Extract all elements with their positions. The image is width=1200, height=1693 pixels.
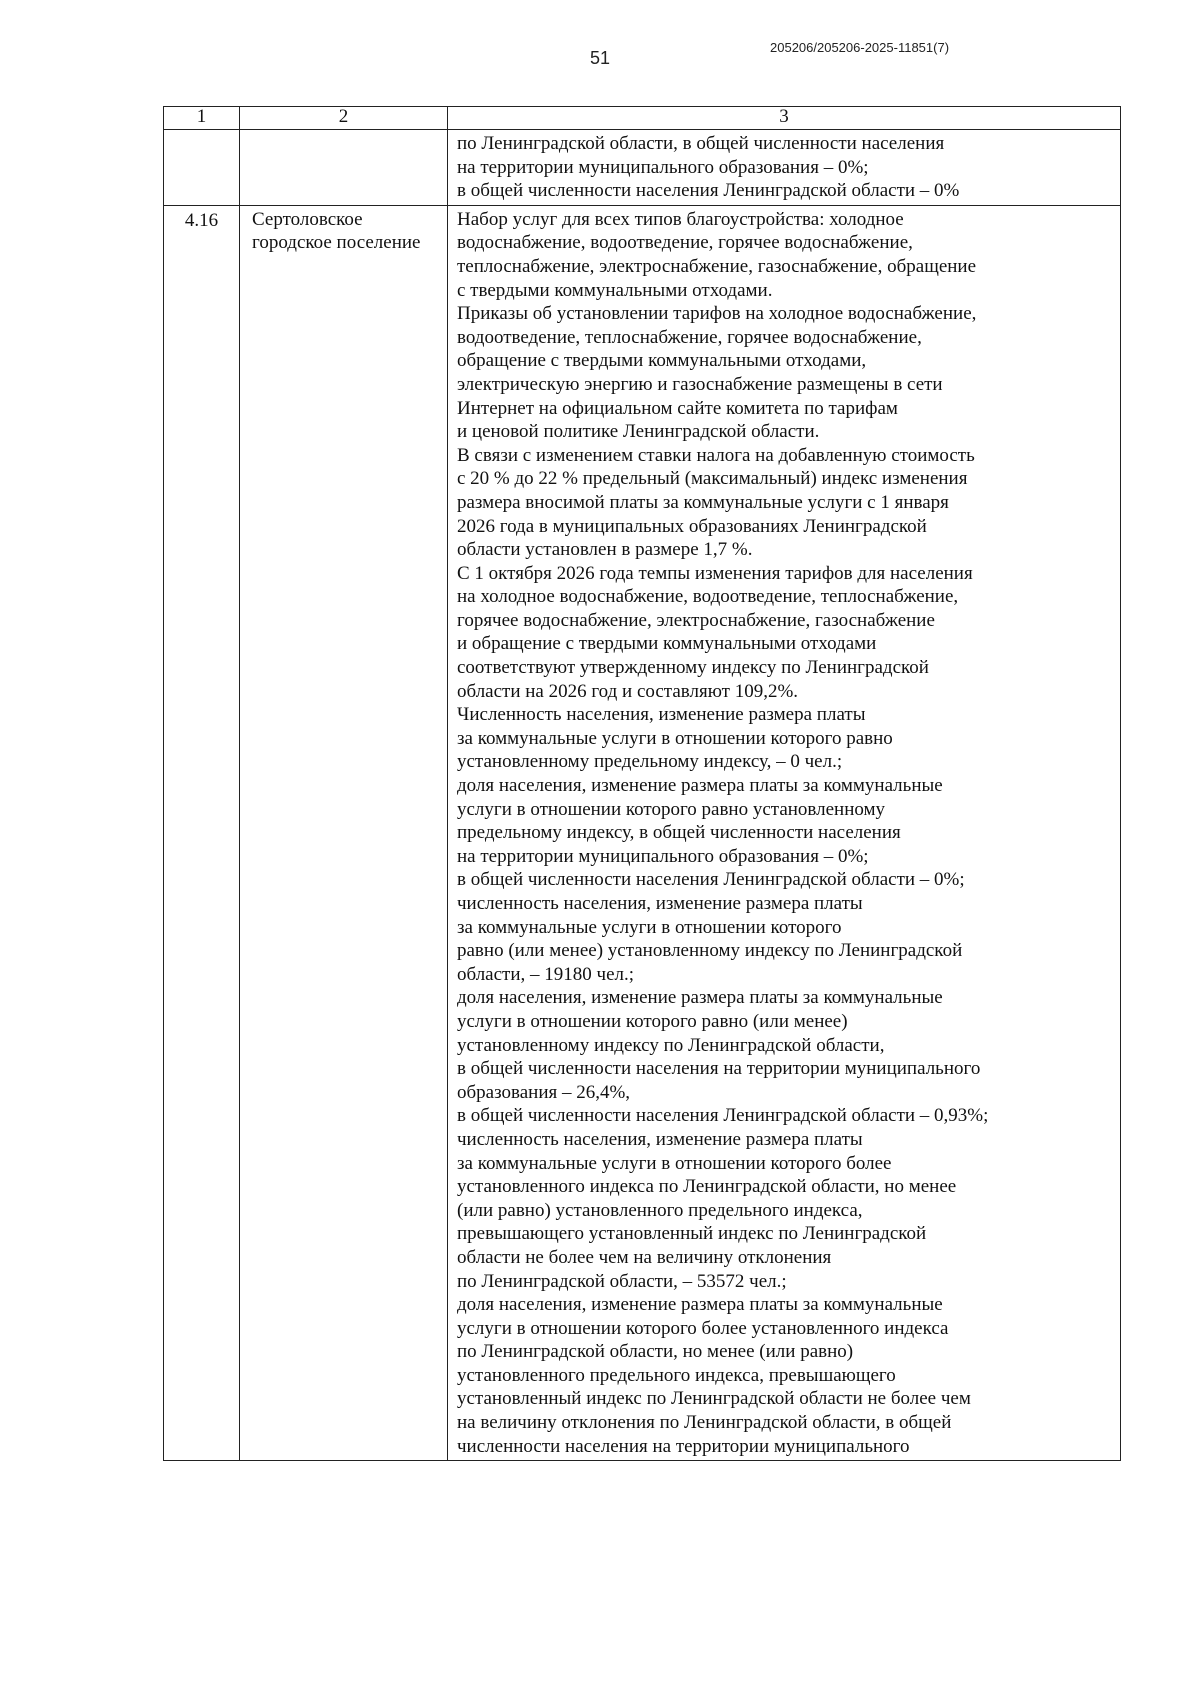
text-line: доля населения, изменение размера платы за коммунальные [457,775,943,797]
text-line: с 20 % до 22 % предельный (максимальный) индекс изменения [457,468,968,490]
text-line: области установлен в размере 1,7 %. [457,539,753,561]
text-line: области на 2026 год и составляют 109,2%. [457,680,799,702]
text-line: области, – 19180 чел.; [457,963,635,985]
text-line: за коммунальные услуги в отношении которого [457,916,842,938]
text-line: услуги в отношении которого равно установленному [457,798,886,820]
text-line: соответствуют утвержденному индексу по Ленинградской [457,657,929,679]
tariff-table [163,106,1121,1461]
text-line: на территории муниципального образования – 0%; [457,845,869,867]
text-line: доля населения, изменение размера платы за коммунальные [457,1294,943,1316]
text-line: обращение с твердыми коммунальными отходами, [457,350,867,372]
text-line: предельному индексу, в общей численности населения [457,822,901,844]
text-line: на территории муниципального образования – 0%; [457,156,869,178]
text-line: теплоснабжение, электроснабжение, газоснабжение, обращение [457,255,977,277]
text-line: по Ленинградской области, в общей численности населения [457,133,945,154]
text-line: В связи с изменением ставки налога на добавленную стоимость [457,444,975,466]
text-line: в общей численности населения на территории муниципального [457,1058,981,1080]
text-line: области не более чем на величину отклонения [457,1246,832,1268]
text-line: в общей численности населения Ленинградской области – 0,93%; [457,1105,989,1127]
column-header-2: 2 [240,107,448,130]
text-line: установленного предельного индекса, превышающего [457,1364,896,1386]
column-header-3: 3 [448,107,1121,130]
text-line: доля населения, изменение размера платы за коммунальные [457,987,943,1009]
continuation-text-cell [448,130,1121,206]
text-line: установленному предельному индексу, – 0 чел.; [457,751,843,773]
name-line: городское поселение [252,232,421,254]
text-line: Интернет на официальном сайте комитета по тарифам [457,397,898,419]
text-line: Приказы об установлении тарифов на холодное водоснабжение, [457,303,977,325]
name-line: Сертоловское [252,208,363,230]
text-line: с твердыми коммунальными отходами. [457,279,773,301]
text-line: водоотведение, теплоснабжение, горячее водоснабжение, [457,326,922,348]
text-line: услуги в отношении которого равно (или менее) [457,1010,848,1032]
text-line: образования – 26,4%, [457,1081,631,1103]
continuation-name-cell [240,130,448,206]
text-line: установленного индекса по Ленинградской области, но менее [457,1176,957,1198]
text-line: электрическую энергию и газоснабжение размещены в сети [457,373,943,395]
text-line: С 1 октября 2026 года темпы изменения тарифов для населения [457,562,973,584]
continuation-row [164,130,1121,206]
text-line: на величину отклонения по Ленинградской области, в общей [457,1412,952,1434]
text-line: и обращение с твердыми коммунальными отходами [457,633,877,655]
text-line: Набор услуг для всех типов благоустройства: холодное [457,208,904,230]
text-line: 2026 года в муниципальных образованиях Ленинградской [457,515,927,537]
continuation-number-cell [164,130,240,206]
text-line: установленному индексу по Ленинградской области, [457,1034,885,1056]
text-line: равно (или менее) установленному индексу по Ленинградской [457,940,963,962]
municipality-name [240,205,448,1460]
text-line: размера вносимой платы за коммунальные услуги с 1 января [457,491,949,513]
text-line: численность населения, изменение размера платы [457,893,863,914]
row-number: 4.16 [164,205,240,1460]
text-line: горячее водоснабжение, электроснабжение, газоснабжение [457,609,935,631]
text-line: численности населения на территории муниципального [457,1435,910,1457]
table-header-row [164,107,1121,130]
row-description [448,205,1121,1460]
column-header-1: 1 [164,107,240,130]
text-line: в общей численности населения Ленинградской области – 0% [457,180,960,202]
text-line: за коммунальные услуги в отношении которого более [457,1152,892,1174]
text-line: установленный индекс по Ленинградской области не более чем [457,1388,971,1410]
text-line: за коммунальные услуги в отношении которого равно [457,727,893,749]
page-number: 51 [589,48,611,68]
text-line: водоснабжение, водоотведение, горячее водоснабжение, [457,232,913,254]
text-line: услуги в отношении которого более установленного индекса [457,1317,949,1339]
document-id: 205206/205206-2025-11851(7) [770,40,950,55]
text-line: (или равно) установленного предельного индекса, [457,1199,863,1221]
text-line: по Ленинградской области, но менее (или равно) [457,1341,854,1363]
text-line: и ценовой политике Ленинградской области. [457,421,820,443]
text-line: численность населения, изменение размера платы [457,1128,863,1150]
text-line: Численность населения, изменение размера платы [457,704,866,726]
text-line: превышающего установленный индекс по Ленинградской [457,1223,927,1245]
text-line: по Ленинградской области, – 53572 чел.; [457,1270,787,1292]
text-line: на холодное водоснабжение, водоотведение, теплоснабжение, [457,586,959,608]
text-line: в общей численности населения Ленинградской области – 0%; [457,869,965,891]
table-row [164,205,1121,1460]
